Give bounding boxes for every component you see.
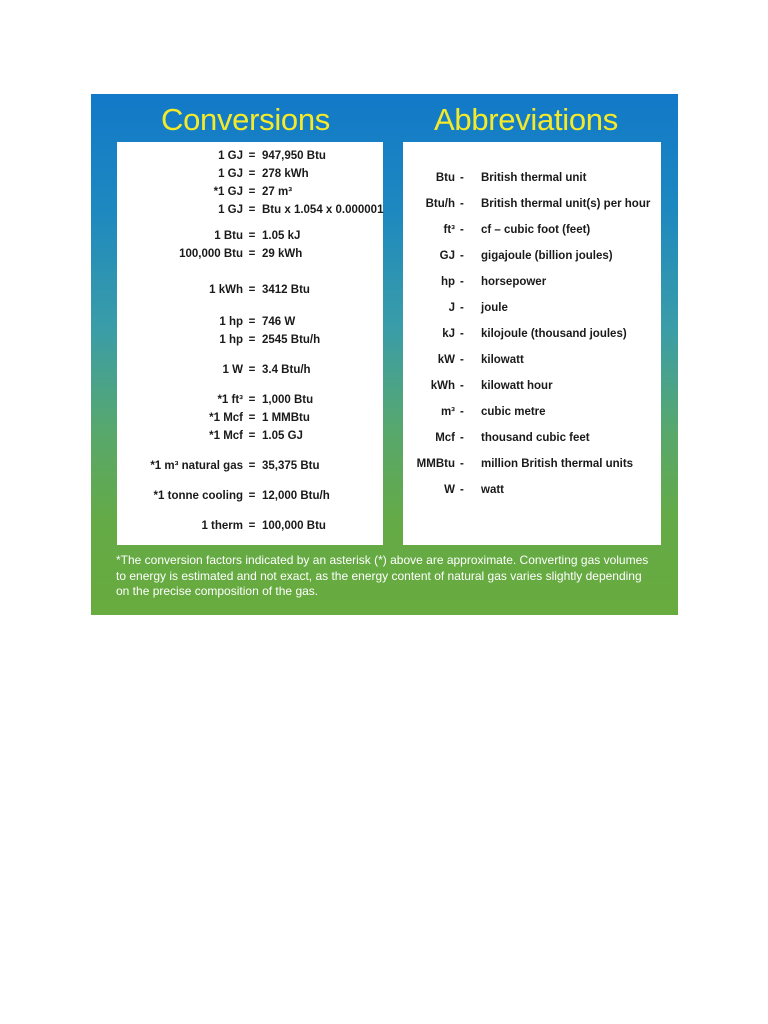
conversion-row bbox=[117, 246, 383, 264]
conversion-rhs: 35,375 Btu bbox=[262, 460, 320, 472]
abbreviations-heading: Abbreviations bbox=[434, 102, 618, 137]
abbreviation-row bbox=[403, 430, 661, 448]
conversion-rhs: 3412 Btu bbox=[262, 284, 310, 296]
conversion-equals: = bbox=[248, 186, 256, 198]
abbreviation-dash: - bbox=[460, 380, 464, 392]
abbreviation-row bbox=[403, 456, 661, 474]
conversions-panel bbox=[117, 142, 383, 545]
abbreviation-key: W bbox=[444, 484, 455, 496]
conversion-lhs: 1 hp bbox=[219, 334, 243, 346]
abbreviation-row bbox=[403, 274, 661, 292]
conversion-lhs: *1 tonne cooling bbox=[153, 490, 243, 502]
conversion-rhs: 947,950 Btu bbox=[262, 150, 326, 162]
conversion-lhs: 1 GJ bbox=[218, 204, 243, 216]
abbreviation-dash: - bbox=[460, 484, 464, 496]
conversion-row bbox=[117, 228, 383, 246]
abbreviation-key: hp bbox=[440, 276, 455, 288]
abbreviation-key: kWh bbox=[430, 380, 455, 392]
conversion-rhs: 1.05 kJ bbox=[262, 230, 301, 242]
abbreviation-definition: thousand cubic feet bbox=[481, 432, 590, 444]
conversion-equals: = bbox=[248, 284, 256, 296]
abbreviation-key: GJ bbox=[439, 250, 455, 262]
conversion-rhs: 278 kWh bbox=[262, 168, 309, 180]
footnote: *The conversion factors indicated by an asterisk (*) above are approximate. Converting gas volumes to energy is estimated and not exact, as the energy content of natural gas varies slightly depending on the precise composition of the gas. bbox=[116, 553, 649, 598]
conversion-card bbox=[91, 94, 678, 615]
conversion-row bbox=[117, 392, 383, 410]
conversion-equals: = bbox=[248, 430, 256, 442]
conversion-row bbox=[117, 314, 383, 332]
abbreviation-dash: - bbox=[460, 328, 464, 340]
abbreviation-definition: joule bbox=[481, 302, 508, 314]
abbreviation-definition: watt bbox=[481, 484, 504, 496]
abbreviation-row bbox=[403, 170, 661, 188]
abbreviations-panel bbox=[403, 142, 661, 545]
conversion-row bbox=[117, 202, 383, 220]
conversion-equals: = bbox=[248, 520, 256, 532]
abbreviation-dash: - bbox=[460, 172, 464, 184]
abbreviation-definition: horsepower bbox=[481, 276, 547, 288]
abbreviation-key: Mcf bbox=[435, 432, 455, 444]
conversion-row bbox=[117, 428, 383, 446]
abbreviation-row bbox=[403, 352, 661, 370]
abbreviation-row bbox=[403, 222, 661, 240]
abbreviation-dash: - bbox=[460, 276, 464, 288]
conversion-group-kwh bbox=[117, 282, 383, 300]
abbreviation-definition: cubic metre bbox=[481, 406, 546, 418]
conversion-row bbox=[117, 362, 383, 380]
abbreviation-key: ft³ bbox=[443, 224, 455, 236]
conversion-row bbox=[117, 518, 383, 536]
abbreviation-dash: - bbox=[460, 250, 464, 262]
abbreviation-key: m³ bbox=[440, 406, 455, 418]
conversion-group-gj bbox=[117, 148, 383, 220]
conversion-equals: = bbox=[248, 334, 256, 346]
conversion-lhs: *1 ft³ bbox=[217, 394, 243, 406]
abbreviation-key: kW bbox=[437, 354, 455, 366]
abbreviation-dash: - bbox=[460, 354, 464, 366]
conversion-lhs: *1 Mcf bbox=[209, 412, 243, 424]
abbreviation-definition: cf – cubic foot (feet) bbox=[481, 224, 591, 236]
abbreviation-row bbox=[403, 404, 661, 422]
conversion-row bbox=[117, 332, 383, 350]
abbreviation-row bbox=[403, 378, 661, 396]
abbreviation-definition: gigajoule (billion joules) bbox=[481, 250, 613, 262]
conversion-row bbox=[117, 488, 383, 506]
abbreviation-key: MMBtu bbox=[416, 458, 455, 470]
conversion-equals: = bbox=[248, 412, 256, 424]
abbreviation-row bbox=[403, 300, 661, 318]
abbreviation-dash: - bbox=[460, 302, 464, 314]
abbreviation-dash: - bbox=[460, 224, 464, 236]
abbreviation-dash: - bbox=[460, 432, 464, 444]
abbreviation-dash: - bbox=[460, 458, 464, 470]
conversion-group-therm bbox=[117, 518, 383, 536]
conversion-lhs: 1 W bbox=[222, 364, 243, 376]
abbreviation-definition: kilojoule (thousand joules) bbox=[481, 328, 627, 340]
conversion-row bbox=[117, 410, 383, 428]
abbreviation-definition: million British thermal units bbox=[481, 458, 634, 470]
conversion-rhs: 12,000 Btu/h bbox=[262, 490, 330, 502]
abbreviation-definition: kilowatt bbox=[481, 354, 524, 366]
abbreviation-key: Btu bbox=[435, 172, 455, 184]
conversion-lhs: *1 m³ natural gas bbox=[150, 460, 243, 472]
conversion-rhs: 100,000 Btu bbox=[262, 520, 326, 532]
conversion-rhs: 1,000 Btu bbox=[262, 394, 314, 406]
conversion-lhs: *1 Mcf bbox=[209, 430, 243, 442]
abbreviation-key: J bbox=[448, 302, 455, 314]
conversion-lhs: 1 hp bbox=[219, 316, 243, 328]
conversion-group-gas bbox=[117, 392, 383, 446]
conversion-lhs: 1 therm bbox=[201, 520, 243, 532]
conversion-rhs: 3.4 Btu/h bbox=[262, 364, 311, 376]
conversion-lhs: 100,000 Btu bbox=[179, 248, 243, 260]
conversion-row bbox=[117, 458, 383, 476]
conversion-equals: = bbox=[248, 230, 256, 242]
abbreviation-definition: British thermal unit bbox=[481, 172, 587, 184]
conversion-equals: = bbox=[248, 168, 256, 180]
conversion-group-cooling bbox=[117, 488, 383, 506]
abbreviation-dash: - bbox=[460, 198, 464, 210]
conversion-group-natural-gas bbox=[117, 458, 383, 476]
conversion-group-hp bbox=[117, 314, 383, 350]
abbreviation-definition: kilowatt hour bbox=[481, 380, 553, 392]
conversion-equals: = bbox=[248, 460, 256, 472]
conversion-rhs: 2545 Btu/h bbox=[262, 334, 321, 346]
conversion-equals: = bbox=[248, 150, 256, 162]
conversion-rhs: 1.05 GJ bbox=[262, 430, 303, 442]
conversion-equals: = bbox=[248, 204, 256, 216]
conversion-rhs: 746 W bbox=[262, 316, 296, 328]
abbreviation-row bbox=[403, 248, 661, 266]
conversion-lhs: 1 GJ bbox=[218, 168, 243, 180]
conversion-row bbox=[117, 184, 383, 202]
conversion-equals: = bbox=[248, 364, 256, 376]
conversion-equals: = bbox=[248, 248, 256, 260]
conversion-rhs: 29 kWh bbox=[262, 248, 303, 260]
conversion-lhs: 1 Btu bbox=[214, 230, 243, 242]
conversion-lhs: 1 GJ bbox=[218, 150, 243, 162]
abbreviation-key: Btu/h bbox=[425, 198, 455, 210]
conversion-rhs: 1 MMBtu bbox=[262, 412, 310, 424]
abbreviation-key: kJ bbox=[442, 328, 455, 340]
conversion-row bbox=[117, 148, 383, 166]
conversion-equals: = bbox=[248, 394, 256, 406]
abbreviation-row bbox=[403, 482, 661, 500]
abbreviation-dash: - bbox=[460, 406, 464, 418]
conversion-rhs: 27 m³ bbox=[262, 186, 293, 198]
conversion-equals: = bbox=[248, 490, 256, 502]
conversion-group-w bbox=[117, 362, 383, 380]
conversions-heading: Conversions bbox=[161, 102, 331, 137]
conversion-row bbox=[117, 166, 383, 184]
conversion-row bbox=[117, 282, 383, 300]
conversion-group-btu bbox=[117, 228, 383, 264]
abbreviation-row bbox=[403, 196, 661, 214]
conversion-equals: = bbox=[248, 316, 256, 328]
abbreviation-row bbox=[403, 326, 661, 344]
conversion-lhs: 1 kWh bbox=[209, 284, 243, 296]
conversion-lhs: *1 GJ bbox=[213, 186, 243, 198]
conversion-rhs: Btu x 1.054 x 0.000001 bbox=[262, 204, 384, 216]
abbreviation-definition: British thermal unit(s) per hour bbox=[481, 198, 651, 210]
